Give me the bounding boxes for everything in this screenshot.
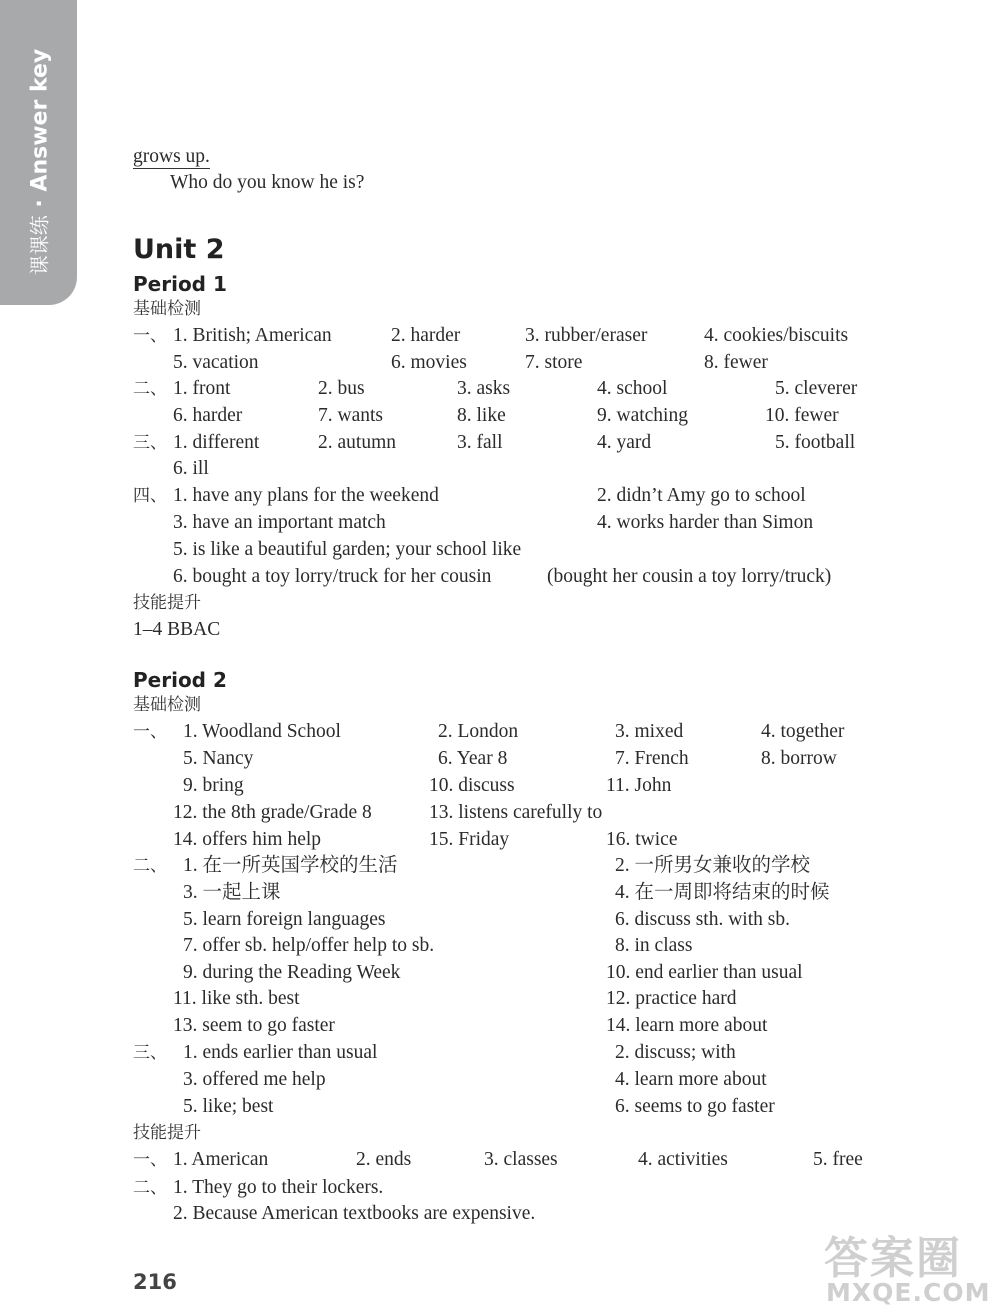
answer-item: 9. during the Reading Week	[183, 962, 401, 983]
answer-item: 16. twice	[606, 829, 678, 850]
answer-item: 4. activities	[638, 1149, 728, 1170]
answer-item: 8. fewer	[704, 352, 768, 373]
page-number: 216	[133, 1270, 177, 1294]
p1-s4-marker: 四、	[133, 486, 167, 506]
period-2-basic-label: 基础检测	[133, 695, 201, 715]
answer-item: 6. movies	[391, 352, 467, 373]
answer-item: 6. ill	[173, 458, 209, 479]
p2-s3-marker: 三、	[133, 1043, 167, 1063]
watermark	[824, 1222, 994, 1312]
answer-item: 3. asks	[457, 378, 511, 399]
answer-item: 2. ends	[356, 1149, 412, 1170]
answer-item: 3. classes	[484, 1149, 558, 1170]
p1-s3-marker: 三、	[133, 433, 167, 453]
p2-s2-marker: 二、	[133, 856, 167, 876]
answer-item: 10. end earlier than usual	[606, 962, 803, 983]
answer-item: 9. watching	[597, 405, 688, 426]
answer-item: 2. harder	[391, 325, 461, 346]
side-tab-label	[24, 49, 53, 276]
answer-item: 8. borrow	[761, 748, 837, 769]
answer-item: 13. seem to go faster	[173, 1015, 335, 1036]
answer-item: 7. store	[525, 352, 583, 373]
answer-item: 5. cleverer	[775, 378, 858, 399]
answer-item: 2. 一所男女兼收的学校	[615, 855, 811, 876]
answer-item: 5. like; best	[183, 1096, 274, 1117]
answer-item: 1. front	[173, 378, 231, 399]
answer-item: 2. autumn	[318, 432, 396, 453]
p2-k1-marker: 一、	[133, 1150, 167, 1170]
answer-item: 7. French	[615, 748, 689, 769]
side-tab-separator: ·	[27, 199, 53, 208]
answer-item: 6. seems to go faster	[615, 1096, 775, 1117]
answer-item: 3. have an important match	[173, 512, 386, 533]
p2-k2-marker: 二、	[133, 1178, 167, 1198]
answer-item: 12. practice hard	[606, 988, 737, 1009]
answer-item: 7. wants	[318, 405, 383, 426]
answer-item: 9. bring	[183, 775, 244, 796]
p1-s2-marker: 二、	[133, 379, 167, 399]
side-tab	[0, 0, 77, 305]
answer-item: 4. learn more about	[615, 1069, 767, 1090]
answer-item: 5. football	[775, 432, 856, 453]
answer-item: 6. discuss sth. with sb.	[615, 909, 790, 930]
continuation-line-1: grows up.	[133, 146, 210, 167]
answer-item: 2. didn’t Amy go to school	[597, 485, 806, 506]
period-2-title: Period 2	[133, 668, 227, 692]
answer-item: (bought her cousin a toy lorry/truck)	[547, 566, 832, 587]
side-tab-chinese: 课课练	[27, 215, 52, 276]
answer-item: 1. British; American	[173, 325, 332, 346]
answer-item: 1. ends earlier than usual	[183, 1042, 378, 1063]
answer-item: 11. John	[606, 775, 672, 796]
answer-item: 14. learn more about	[606, 1015, 768, 1036]
p2-s1-marker: 一、	[133, 722, 167, 742]
answer-item: 4. yard	[597, 432, 652, 453]
answer-item: 4. 在一周即将结束的时候	[615, 882, 830, 903]
answer-item: 3. fall	[457, 432, 503, 453]
answer-item: 4. together	[761, 721, 845, 742]
answer-item: 12. the 8th grade/Grade 8	[173, 802, 372, 823]
answer-item: 10. fewer	[765, 405, 839, 426]
answer-item: 5. free	[813, 1149, 863, 1170]
answer-item: 11. like sth. best	[173, 988, 300, 1009]
answer-item: 3. offered me help	[183, 1069, 326, 1090]
answer-item: 15. Friday	[429, 829, 510, 850]
watermark-url: MXQE.COM	[826, 1278, 991, 1307]
answer-item: 1. American	[173, 1149, 269, 1170]
answer-item: 1. Woodland School	[183, 721, 341, 742]
answer-item: 2. Because American textbooks are expensive.	[173, 1203, 536, 1224]
answer-item: 1. They go to their lockers.	[173, 1177, 384, 1198]
answer-item: 3. rubber/eraser	[525, 325, 648, 346]
answer-item: 2. discuss; with	[615, 1042, 736, 1063]
answer-item: 4. works harder than Simon	[597, 512, 814, 533]
answer-item: 7. offer sb. help/offer help to sb.	[183, 935, 435, 956]
answer-item: 5. Nancy	[183, 748, 254, 769]
answer-item: 14. offers him help	[173, 829, 322, 850]
period-1-skill-answer: 1–4 BBAC	[133, 619, 221, 640]
side-tab-english: Answer key	[27, 48, 53, 192]
continuation-line-2: Who do you know he is?	[170, 172, 365, 193]
watermark-chinese: 答案圈	[824, 1233, 962, 1284]
answer-item: 4. cookies/biscuits	[704, 325, 849, 346]
period-1-basic-label: 基础检测	[133, 299, 201, 319]
answer-item: 8. in class	[615, 935, 693, 956]
period-2-skill-label: 技能提升	[133, 1123, 201, 1143]
answer-item: 2. London	[438, 721, 519, 742]
answer-item: 3. 一起上课	[183, 882, 281, 903]
answer-item: 4. school	[597, 378, 668, 399]
answer-item: 2. bus	[318, 378, 365, 399]
p1-s1-marker: 一、	[133, 326, 167, 346]
period-1-title: Period 1	[133, 272, 227, 296]
answer-item: 3. mixed	[615, 721, 684, 742]
answer-item: 10. discuss	[429, 775, 515, 796]
unit-title: Unit 2	[133, 234, 225, 265]
answer-item: 6. harder	[173, 405, 243, 426]
answer-item: 1. 在一所英国学校的生活	[183, 855, 398, 876]
answer-item: 6. Year 8	[438, 748, 508, 769]
answer-item: 6. bought a toy lorry/truck for her cousin	[173, 566, 492, 587]
answer-item: 1. different	[173, 432, 260, 453]
answer-item: 13. listens carefully to	[429, 802, 603, 823]
answer-item: 5. vacation	[173, 352, 259, 373]
answer-item: 5. is like a beautiful garden; your school like	[173, 539, 522, 560]
answer-item: 1. have any plans for the weekend	[173, 485, 439, 506]
period-1-skill-label: 技能提升	[133, 593, 201, 613]
answer-item: 5. learn foreign languages	[183, 909, 386, 930]
answer-item: 8. like	[457, 405, 506, 426]
